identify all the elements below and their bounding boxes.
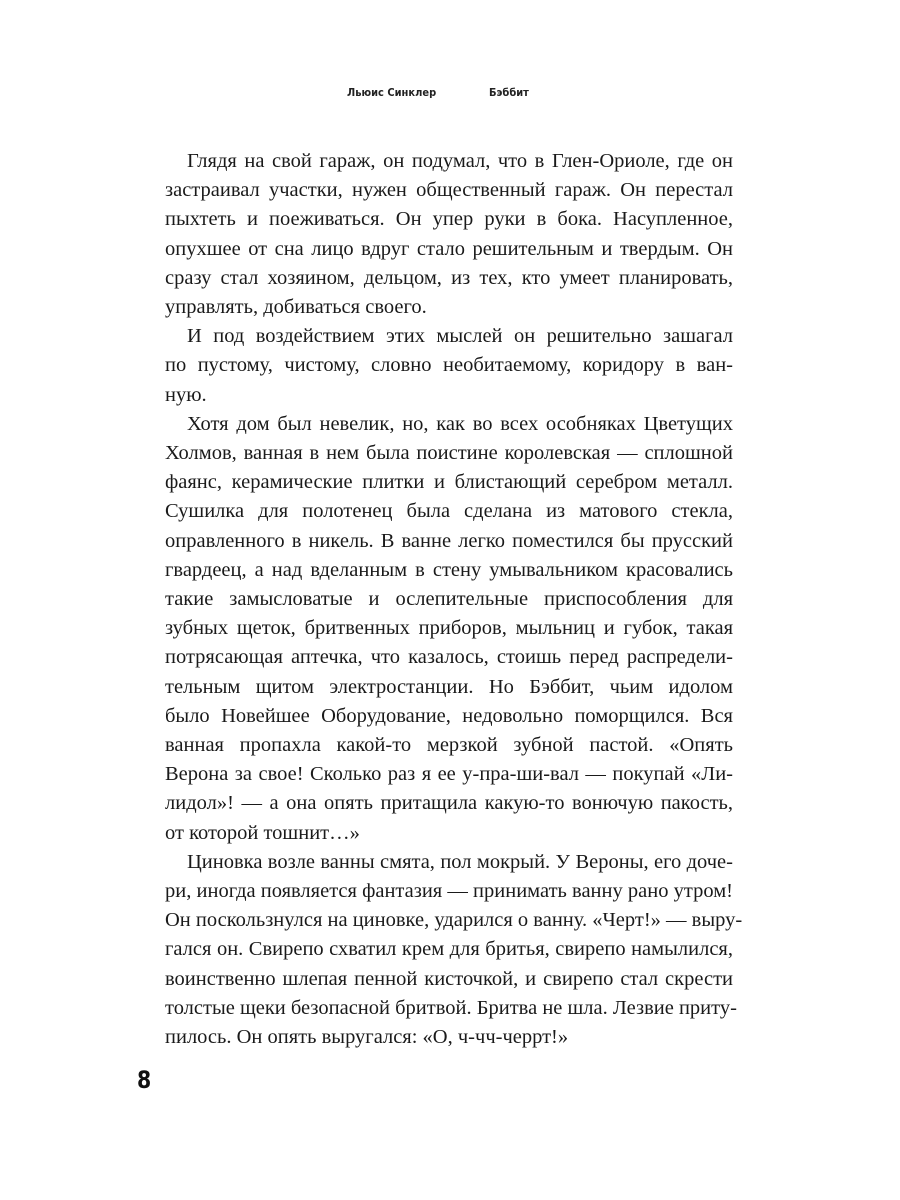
text-line: фаянс, керамические плитки и блистающий серебром металл. [165, 471, 733, 494]
page-number: 8 [137, 1066, 152, 1094]
body-text [165, 147, 743, 1052]
text-line: от которой тошнит…» [165, 821, 360, 844]
paragraph-4 [165, 848, 743, 1052]
text-line: тельным щитом электростанции. Но Бэббит, чьим идолом [165, 675, 733, 698]
text-line: толстые щеки безопасной бритвой. Бритва не шла. Лезвие приту- [165, 996, 737, 1019]
text-line: гался он. Свирепо схватил крем для бритья, свирепо намылился, [165, 938, 733, 961]
text-line: застраивал участки, нужен общественный гараж. Он перестал [165, 179, 733, 202]
header-book-title: Бэббит [489, 86, 529, 99]
text-line: Циновка возле ванны смята, пол мокрый. У Вероны, его доче- [187, 850, 733, 873]
text-line: пилось. Он опять выругался: «О, ч-чч-черрт!» [165, 1026, 569, 1049]
text-line: оправленного в никель. В ванне легко поместился бы прусский [165, 529, 733, 552]
text-line: Холмов, ванная в нем была поистине королевская — сплошной [165, 442, 733, 465]
text-line: ри, иногда появляется фантазия — принимать ванну рано утром! [165, 880, 733, 903]
text-line: Верона за свое! Сколько раз я ее у-пра-ши-вал — покупай «Ли- [165, 763, 733, 786]
text-line: лидол»! — а она опять притащила какую-то вонючую пакость, [165, 792, 733, 815]
text-line: опухшее от сна лицо вдруг стало решительным и твердым. Он [165, 237, 733, 260]
text-line: воинственно шлепая пенной кисточкой, и свирепо стал скрести [165, 967, 733, 990]
paragraph-2 [165, 322, 733, 410]
text-line: такие замысловатые и ослепительные приспособления для [165, 588, 733, 611]
text-line: пыхтеть и поеживаться. Он упер руки в бока. Насупленное, [165, 208, 733, 231]
text-line: сразу стал хозяином, дельцом, из тех, кто умеет планировать, [165, 266, 733, 289]
text-line: Хотя дом был невелик, но, как во всех особняках Цветущих [187, 412, 733, 435]
text-line: было Новейшее Оборудование, недовольно поморщился. Вся [165, 704, 733, 727]
header-author: Льюис Синклер [347, 86, 437, 99]
paragraph-3 [165, 410, 733, 848]
text-line: И под воздействием этих мыслей он решительно зашагал [187, 325, 733, 348]
text-line: потрясающая аптечка, что казалось, стоишь перед распредели- [165, 646, 733, 669]
text-line: зубных щеток, бритвенных приборов, мыльниц и губок, такая [165, 617, 733, 640]
text-line: ванная пропахла какой-то мерзкой зубной пастой. «Опять [165, 734, 733, 757]
running-header [0, 86, 900, 106]
text-line: по пустому, чистому, словно необитаемому, коридору в ван- [165, 354, 733, 377]
text-line: Он поскользнулся на циновке, ударился о ванну. «Черт!» — выру- [165, 909, 743, 932]
text-line: гвардеец, а над вделанным в стену умывальником красовались [165, 558, 733, 581]
text-line: управлять, добиваться своего. [165, 296, 427, 319]
text-line: Глядя на свой гараж, он подумал, что в Глен-Ориоле, где он [187, 150, 733, 172]
text-line: ную. [165, 383, 207, 406]
paragraph-1 [165, 147, 733, 322]
text-line: Сушилка для полотенец была сделана из матового стекла, [165, 500, 733, 523]
